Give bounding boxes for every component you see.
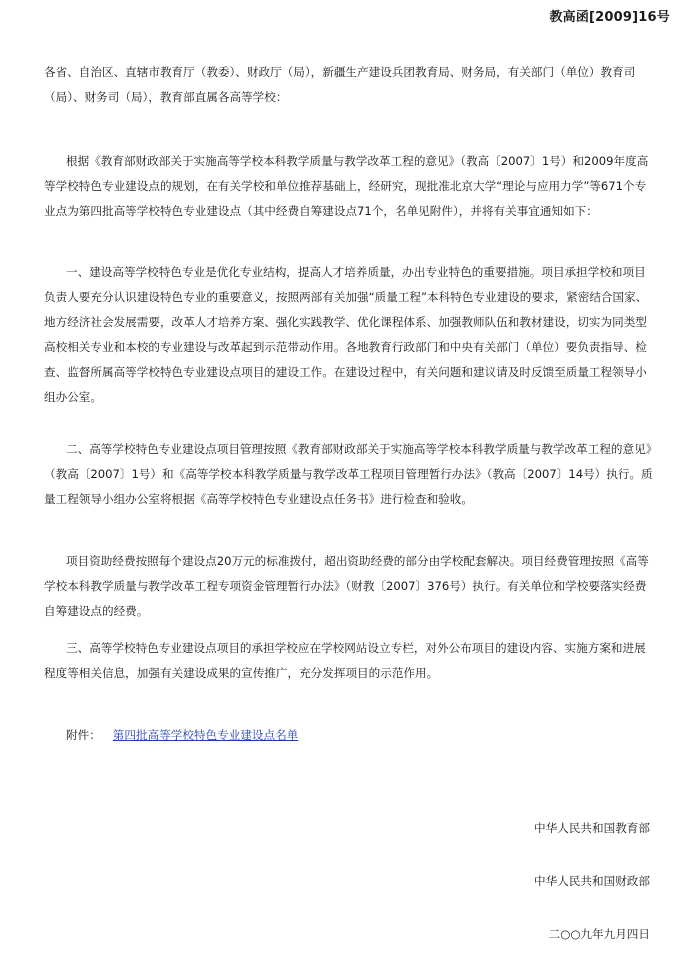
attachment-line xyxy=(66,724,298,746)
funding-paragraph: 项目资助经费按照每个建设点20万元的标准拨付，超出资助经费的部分由学校配套解决。项目经费管理按照《高等学校本科教学质量与教学改革工程专项资金管理暂行办法》（财教〔2007〕376号）执行。有关单位和学校要落实经费自筹建设点的经费。 xyxy=(44,554,649,618)
document-date: 二○○九年九月四日 xyxy=(548,927,650,941)
signature-ministry-of-finance: 中华人民共和国财政部 xyxy=(534,874,650,888)
section-two-paragraph: 二、高等学校特色专业建设点项目管理按照《教育部财政部关于实施高等学校本科教学质量与教学改革工程的意见》（教高〔2007〕1号）和《高等学校本科教学质量与教学改革工程项目管理暂行办法》（教高〔2007〕14号）执行。质量工程领导小组办公室将根据《高等学校特色专业建设点任务书》进行检查和验收。 xyxy=(44,442,653,506)
intro-paragraph: 根据《教育部财政部关于实施高等学校本科教学质量与教学改革工程的意见》（教高〔2007〕1号）和2009年度高等学校特色专业建设点的规划，在有关学校和单位推荐基础上，经研究，现批准北京大学“理论与应用力学”等671个专业点为第四批高等学校特色专业建设点（其中经费自筹建设点71个，名单见附件），并将有关事宜通知如下： xyxy=(44,154,649,218)
attachment-link[interactable]: 第四批高等学校特色专业建设点名单 xyxy=(112,728,299,742)
attachment-label: 附件： xyxy=(66,728,101,742)
section-three-paragraph: 三、高等学校特色专业建设点项目的承担学校应在学校网站设立专栏，对外公布项目的建设内容、实施方案和进展程度等相关信息，加强有关建设成果的宣传推广，充分发挥项目的示范作用。 xyxy=(44,641,646,680)
document-number: 教高函[2009]16号 xyxy=(549,10,670,25)
signature-ministry-of-education: 中华人民共和国教育部 xyxy=(534,821,650,835)
section-one-paragraph: 一、建设高等学校特色专业是优化专业结构，提高人才培养质量，办出专业特色的重要措施。项目承担学校和项目负责人要充分认识建设特色专业的重要意义，按照两部有关加强“质量工程”本科特色专业建设的要求，紧密结合国家、地方经济社会发展需要，改革人才培养方案、强化实践教学、优化课程体系、加强教师队伍和教材建设，切实为同类型高校相关专业和本校的专业建设与改革起到示范带动作用。各地教育行政部门和中央有关部门（单位）要负责指导、检查、监督所属高等学校特色专业建设点项目的建设工作。在建设过程中，有关问题和建议请及时反馈至质量工程领导小组办公室。 xyxy=(44,265,648,404)
addressee-paragraph: 各省、自治区、直辖市教育厅（教委）、财政厅（局），新疆生产建设兵团教育局、财务局，有关部门（单位）教育司（局）、财务司（局），教育部直属各高等学校： xyxy=(44,65,636,104)
